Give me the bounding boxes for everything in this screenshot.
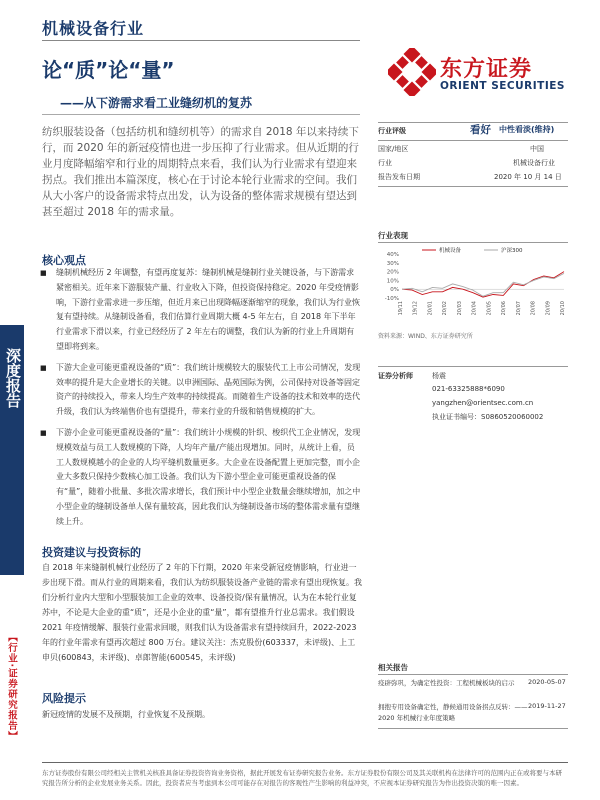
related-heading: 相关报告 [378, 663, 408, 672]
divider [378, 242, 568, 243]
list-item: ■ 下游大企业可能更重视设备的“质”：我们统计规模较大的服装代工上市公司情况，发现效率的提升是大企业增长的关键。以申洲国际、晶苑国际为例，公司保持对设备等固定资产的持续投入，带来人均生产效率的持续提高。而随着生产设备的技术和效率的迭代升级，我们认为终端售价也有望提升，带来行业的升级和销售规模的扩大。 [40, 361, 362, 420]
x-tick-label: 20/07 [515, 301, 522, 316]
x-tick-label: 20/06 [501, 301, 508, 316]
x-tick-label: 20/05 [486, 301, 493, 316]
divider [42, 114, 360, 115]
related-item: 拥抱专用设备确定性，静候通用设备拐点反转：——2020 年机械行业年度策略 [378, 703, 528, 722]
divider [378, 366, 568, 367]
y-tick-label: 20% [386, 269, 399, 276]
x-tick-label: 19/12 [412, 301, 419, 316]
divider [42, 762, 568, 763]
y-tick-label: 30% [386, 260, 399, 267]
chart-source: 资料来源：WIND、东方证券研究所 [378, 333, 473, 340]
related-date: 2019-11-27 [528, 702, 566, 710]
info-value: 机械设备行业 [513, 159, 555, 167]
related-date: 2020-05-07 [528, 678, 566, 686]
x-tick-label: 20/04 [471, 301, 478, 316]
lead-paragraph: 纺织服装设备（包括纺机和缝纫机等）的需求自 2018 年以来持续下行，而 2020 年的新冠疫情也进一步压抑了行业需求。但从近期的行业月度降幅缩窄和行业的周期特点来看，我们认为行业需求有望迎来拐点。我们推出本篇深度，核心在于讨论本轮行业需求的空间。我们从大小客户的设备需求特点出发，认为设备的整体需求规模有望达到甚至超过 2018 年的需求量。 [42, 126, 359, 218]
analyst-name: 杨震 [432, 372, 446, 380]
report-subtitle: ——从下游需求看工业缝纫机的复苏 [60, 96, 253, 110]
logo-cn: 东方证券 [440, 57, 533, 82]
info-key: 报告发布日期 [378, 173, 420, 181]
report-title: 论“质”论“量” [42, 58, 175, 82]
y-tick-label: 0% [390, 287, 399, 294]
legend-label: 机械设备 [439, 248, 462, 254]
core-heading: 核心观点 [42, 254, 86, 267]
x-tick-label: 20/03 [456, 301, 463, 316]
x-tick-label: 19/11 [398, 301, 404, 316]
footer-disclaimer: 东方证券股份有限公司经相关主管机关核准具备证券投资咨询业务资格，据此开展发布证券研究报告业务。东方证券股份有限公司及其关联机构在法律许可的范围内正在或将要与本研究报告所分析的企业发展业务关系。因此，投资者应当考虑到本公司可能存在对报告的客观性产生影响的利益冲突，不应视本证券研究报告为作出投资决策的唯一因素。 [42, 769, 562, 787]
x-tick-label: 20/10 [560, 301, 566, 316]
divider [378, 728, 568, 729]
logo-en: ORIENT SECURITIES [440, 80, 565, 92]
x-tick-label: 20/08 [530, 301, 537, 316]
divider [42, 40, 360, 41]
risk-text: 新冠疫情的发展不及预期，行业恢复不及预期。 [42, 710, 210, 719]
info-key: 国家/地区 [378, 145, 409, 153]
series-line-0 [402, 272, 564, 298]
info-value: 2020 年 10 月 14 日 [494, 173, 562, 181]
risk-heading: 风险提示 [42, 692, 86, 705]
rating-label: 行业评级 [378, 127, 406, 135]
divider [378, 674, 568, 675]
related-item: 疫辟弥巩，为确定性投资：工程机械板块的启示 [378, 679, 515, 687]
performance-chart [378, 246, 568, 330]
invest-text: 自 2018 年来缝制机械行业经历了 2 年的下行期，2020 年来受新冠疫情影响，行业进一步出现下滑。而从行业的周期来看，我们认为纺织服装设备产业链的需求有望出现恢复。我们分析行业内大型和小型服装加工企业的效率、设备投资/保有量情况，认为在本轮行业复苏中，不论是大企业的重“质”，还是小企业的重“量”，都有望推升行业总需求。我们假设 2021 年疫情缓解、服装行业需求回暖，则我们认为设备需求有望持续回升，2022-2023 年的行业年需求有望再次超过 800 万台。建议关注：杰克股份(603337，未评级)、上工申贝(600843，未评级)、卓郎智能(600545，未评级) [42, 563, 362, 662]
rating-sub: 中性看淡(维持) [499, 125, 555, 134]
y-tick-label: 40% [386, 252, 399, 258]
x-tick-label: 20/09 [545, 301, 552, 316]
side-band-label: 深度报告 [4, 348, 22, 408]
y-tick-label: -10% [384, 296, 399, 302]
side-vertical-label: 【行业·证券研究报告】 [6, 632, 17, 742]
divider [378, 186, 568, 187]
x-tick-label: 20/02 [442, 301, 449, 316]
analyst-phone: 021-63325888*6090 [432, 385, 505, 393]
x-tick-label: 20/01 [427, 301, 434, 316]
list-item: ■ 下游小企业可能更重视设备的“量”：我们统计小规模的针织、梭织代工企业情况，发现规模效益与员工人数规模的下降，人均年产量/产能出现增加。同时，从统计上看，员工人数规模越小的企业的人均平缝机数量更多。大企业在设备配置上更加完整，而小企业大多数只保持少数核心加工设备。我们认为下游小型企业可能更重视设备的保有“量”，随着小批量、多批次需求增长，我们预计中小型企业数量会继续增加，加之中小型企业的缝制设备单人保有量较高，因此我们认为缝制设备市场的整体需求量有望继续上升。 [40, 426, 362, 530]
info-value: 中国 [530, 145, 544, 153]
industry-label: 机械设备行业 [42, 19, 145, 38]
chart-title: 行业表现 [378, 231, 408, 240]
analyst-cert: 执业证书编号：S0860520060002 [432, 413, 544, 421]
y-tick-label: 10% [386, 278, 399, 285]
divider [378, 140, 568, 141]
legend-label: 沪深300 [501, 248, 523, 254]
orient-logo-icon [388, 48, 436, 96]
info-key: 行业 [378, 159, 392, 167]
rating-value: 看好 [470, 124, 491, 136]
analyst-email: yangzhen@orientsec.com.cn [432, 399, 534, 407]
list-item: ■ 缝制机械经历 2 年调整，有望再度复苏：缝制机械是缝制行业关键设备，与下游需求紧密相关。近年来下游服装产量、行业收入下降，但投资保持稳定。2020 年受疫情影响，下游行业需求进一步压缩，但近月来已出现降幅逐渐缩窄的现象，我们认为行业恢复有望持续。从缝制设备看，我们估算行业周期大概 4-5 年左右，自 2018 年下半年行业需求下滑以来，行业已经经历了 2 年左右的调整，我们认为新的行业上升周期有望即将到来。 [40, 266, 362, 355]
core-bullets [40, 266, 362, 536]
invest-heading: 投资建议与投资标的 [42, 546, 141, 559]
series-line-1 [402, 273, 564, 296]
analyst-label: 证券分析师 [378, 372, 413, 380]
